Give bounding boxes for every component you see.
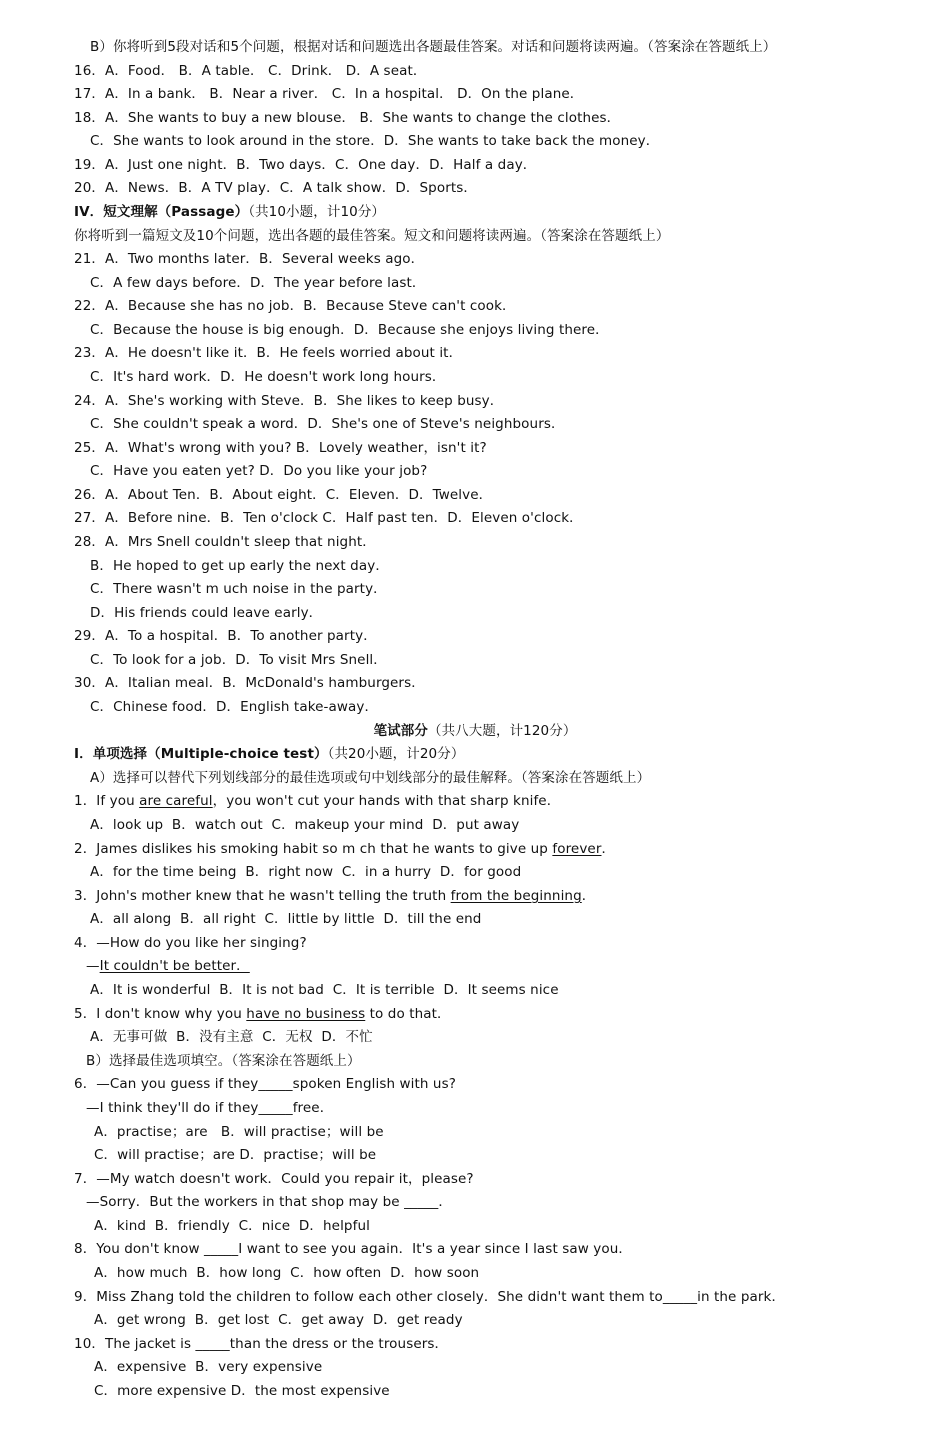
question-22-line1: 22．A．Because she has no job．B．Because Steve can't cook． <box>74 298 516 314</box>
written-question-6-options1: A．practise；are B．will practise；will be <box>94 1124 384 1140</box>
question-27: 27．A．Before nine．B．Ten o'clock C．Half past ten．D．Eleven o'clock． <box>74 510 583 526</box>
q1-text-end: ，you won't cut your hands with that sharp knife． <box>212 793 561 809</box>
question-30-line2: C．Chinese food．D．English take-away． <box>90 699 379 715</box>
q2-underlined: forever <box>552 841 602 857</box>
question-20: 20．A．News．B．A TV play．C．A talk show．D．Sports． <box>74 180 477 196</box>
section1-heading <box>74 743 464 765</box>
q5-text-end: to do that． <box>365 1006 451 1022</box>
question-21-line1: 21．A．Two months later．B．Several weeks ago． <box>74 251 425 267</box>
written-question-10: 10．The jacket is _____than the dress or the trousers． <box>74 1336 449 1352</box>
written-question-3-options: A．all along B．all right C．little by little D．till the end <box>90 911 482 927</box>
question-16: 16．A．Food． B．A table． C．Drink． D．A seat． <box>74 63 427 79</box>
written-question-4-line1: 4．—How do you like her singing? <box>74 935 307 951</box>
passage-heading-bold: IV．短文理解（Passage） <box>74 204 249 220</box>
section1-heading-score: （共20小题，计20分） <box>327 746 465 762</box>
question-26: 26．A．About Ten．B．About eight．C．Eleven．D．Twelve． <box>74 487 493 503</box>
q2-text: 2．James dislikes his smoking habit so m ch that he wants to give up <box>74 841 553 857</box>
written-question-9-options: A．get wrong B．get lost C．get away D．get ready <box>94 1312 463 1328</box>
question-18-line1: 18．A．She wants to buy a new blouse． B．She wants to change the clothes． <box>74 110 621 126</box>
question-30-line1: 30．A．Italian meal．B．McDonald's hamburgers． <box>74 675 425 691</box>
question-19: 19．A．Just one night．B．Two days．C．One day．D．Half a day． <box>74 157 537 173</box>
written-question-8-options: A．how much B．how long C．how often D．how soon <box>94 1265 480 1281</box>
question-28-line4: D．His friends could leave early． <box>90 605 323 621</box>
written-question-4-line2 <box>86 955 250 977</box>
question-22-line2: C．Because the house is big enough．D．Because she enjoys living there． <box>90 322 609 338</box>
q1-underlined: are careful <box>139 793 213 809</box>
written-question-2 <box>74 838 615 860</box>
part-a-instruction: A）选择可以替代下列划线部分的最佳选项或句中划线部分的最佳解释。（答案涂在答题纸上） <box>90 770 651 786</box>
written-question-5 <box>74 1003 451 1025</box>
written-question-10-options1: A．expensive B．very expensive <box>94 1359 323 1375</box>
written-question-5-options: A．无事可做 B．没有主意 C．无权 D．不忙 <box>90 1029 373 1045</box>
question-23-line1: 23．A．He doesn't like it．B．He feels worried about it． <box>74 345 463 361</box>
question-17: 17．A．In a bank． B．Near a river． C．In a hospital． D．On the plane． <box>74 86 584 102</box>
passage-instruction: 你将听到一篇短文及10个问题，选出各题的最佳答案。短文和问题将读两遍。（答案涂在答题纸上） <box>74 228 670 244</box>
question-28-line3: C．There wasn't m uch noise in the party． <box>90 581 387 597</box>
question-23-line2: C．It's hard work．D．He doesn't work long hours． <box>90 369 446 385</box>
written-title-score: （共八大题，计120分） <box>427 723 577 739</box>
question-29-line1: 29．A．To a hospital．B．To another party． <box>74 628 377 644</box>
written-question-6-options2: C．will practise；are D．practise；will be <box>94 1147 377 1163</box>
written-question-2-options: A．for the time being B．right now C．in a hurry D．for good <box>90 864 522 880</box>
question-29-line2: C．To look for a job．D．To visit Mrs Snell． <box>90 652 387 668</box>
question-21-line2: C．A few days before．D．The year before last． <box>90 275 426 291</box>
question-18-line2: C．She wants to look around in the store．D．She wants to take back the money． <box>90 133 660 149</box>
part-b-instruction: B）选择最佳选项填空。（答案涂在答题纸上） <box>86 1053 361 1069</box>
written-question-4-options: A．It is wonderful B．It is not bad C．It is terrible D．It seems nice <box>90 982 559 998</box>
written-question-3 <box>74 885 595 907</box>
question-24-line1: 24．A．She's working with Steve．B．She likes to keep busy． <box>74 393 504 409</box>
written-question-1 <box>74 790 560 812</box>
written-question-7-line1: 7．—My watch doesn't work．Could you repair it，please? <box>74 1171 474 1187</box>
question-24-line2: C．She couldn't speak a word．D．She's one of Steve's neighbours． <box>90 416 565 432</box>
q2-text-end: ． <box>601 841 616 857</box>
passage-heading <box>74 201 385 223</box>
passage-heading-score: （共10小题，计10分） <box>248 204 386 220</box>
q4-underlined: It couldn't be better． <box>99 958 250 974</box>
q3-underlined: from the beginning <box>450 888 582 904</box>
written-part-title <box>0 720 950 742</box>
written-question-6-line2: —I think they'll do if they_____free． <box>86 1100 334 1116</box>
q5-underlined: have no business <box>246 1006 366 1022</box>
q3-text: 3．John's mother knew that he wasn't telling the truth <box>74 888 451 904</box>
q3-text-end: ． <box>581 888 596 904</box>
written-question-6-line1: 6．—Can you guess if they_____spoken English with us? <box>74 1076 456 1092</box>
question-28-line1: 28．A．Mrs Snell couldn't sleep that night． <box>74 534 376 550</box>
listening-b-instruction: B）你将听到5段对话和5个问题，根据对话和问题选出各题最佳答案。对话和问题将读两遍。（答案涂在答题纸上） <box>90 39 777 55</box>
written-question-7-options: A．kind B．friendly C．nice D．helpful <box>94 1218 370 1234</box>
question-25-line1: 25．A．What's wrong with you? B．Lovely weather，isn't it? <box>74 440 487 456</box>
question-28-line2: B．He hoped to get up early the next day． <box>90 558 389 574</box>
q1-text: 1．If you <box>74 793 140 809</box>
q5-text: 5．I don't know why you <box>74 1006 247 1022</box>
section1-heading-bold: I．单项选择（Multiple-choice test） <box>74 746 328 762</box>
written-question-1-options: A．look up B．watch out C．makeup your mind D．put away <box>90 817 520 833</box>
written-question-8: 8．You don't know _____I want to see you again．It's a year since I last saw you． <box>74 1241 632 1257</box>
written-question-10-options2: C．more expensive D．the most expensive <box>94 1383 390 1399</box>
written-question-9: 9．Miss Zhang told the children to follow each other closely．She didn't want them to_____in the park． <box>74 1289 786 1305</box>
written-question-7-line2: —Sorry．But the workers in that shop may be _____． <box>86 1194 452 1210</box>
written-title-bold: 笔试部分 <box>373 723 428 739</box>
question-25-line2: C．Have you eaten yet? D．Do you like your job? <box>90 463 428 479</box>
q4-dash: — <box>86 958 100 974</box>
